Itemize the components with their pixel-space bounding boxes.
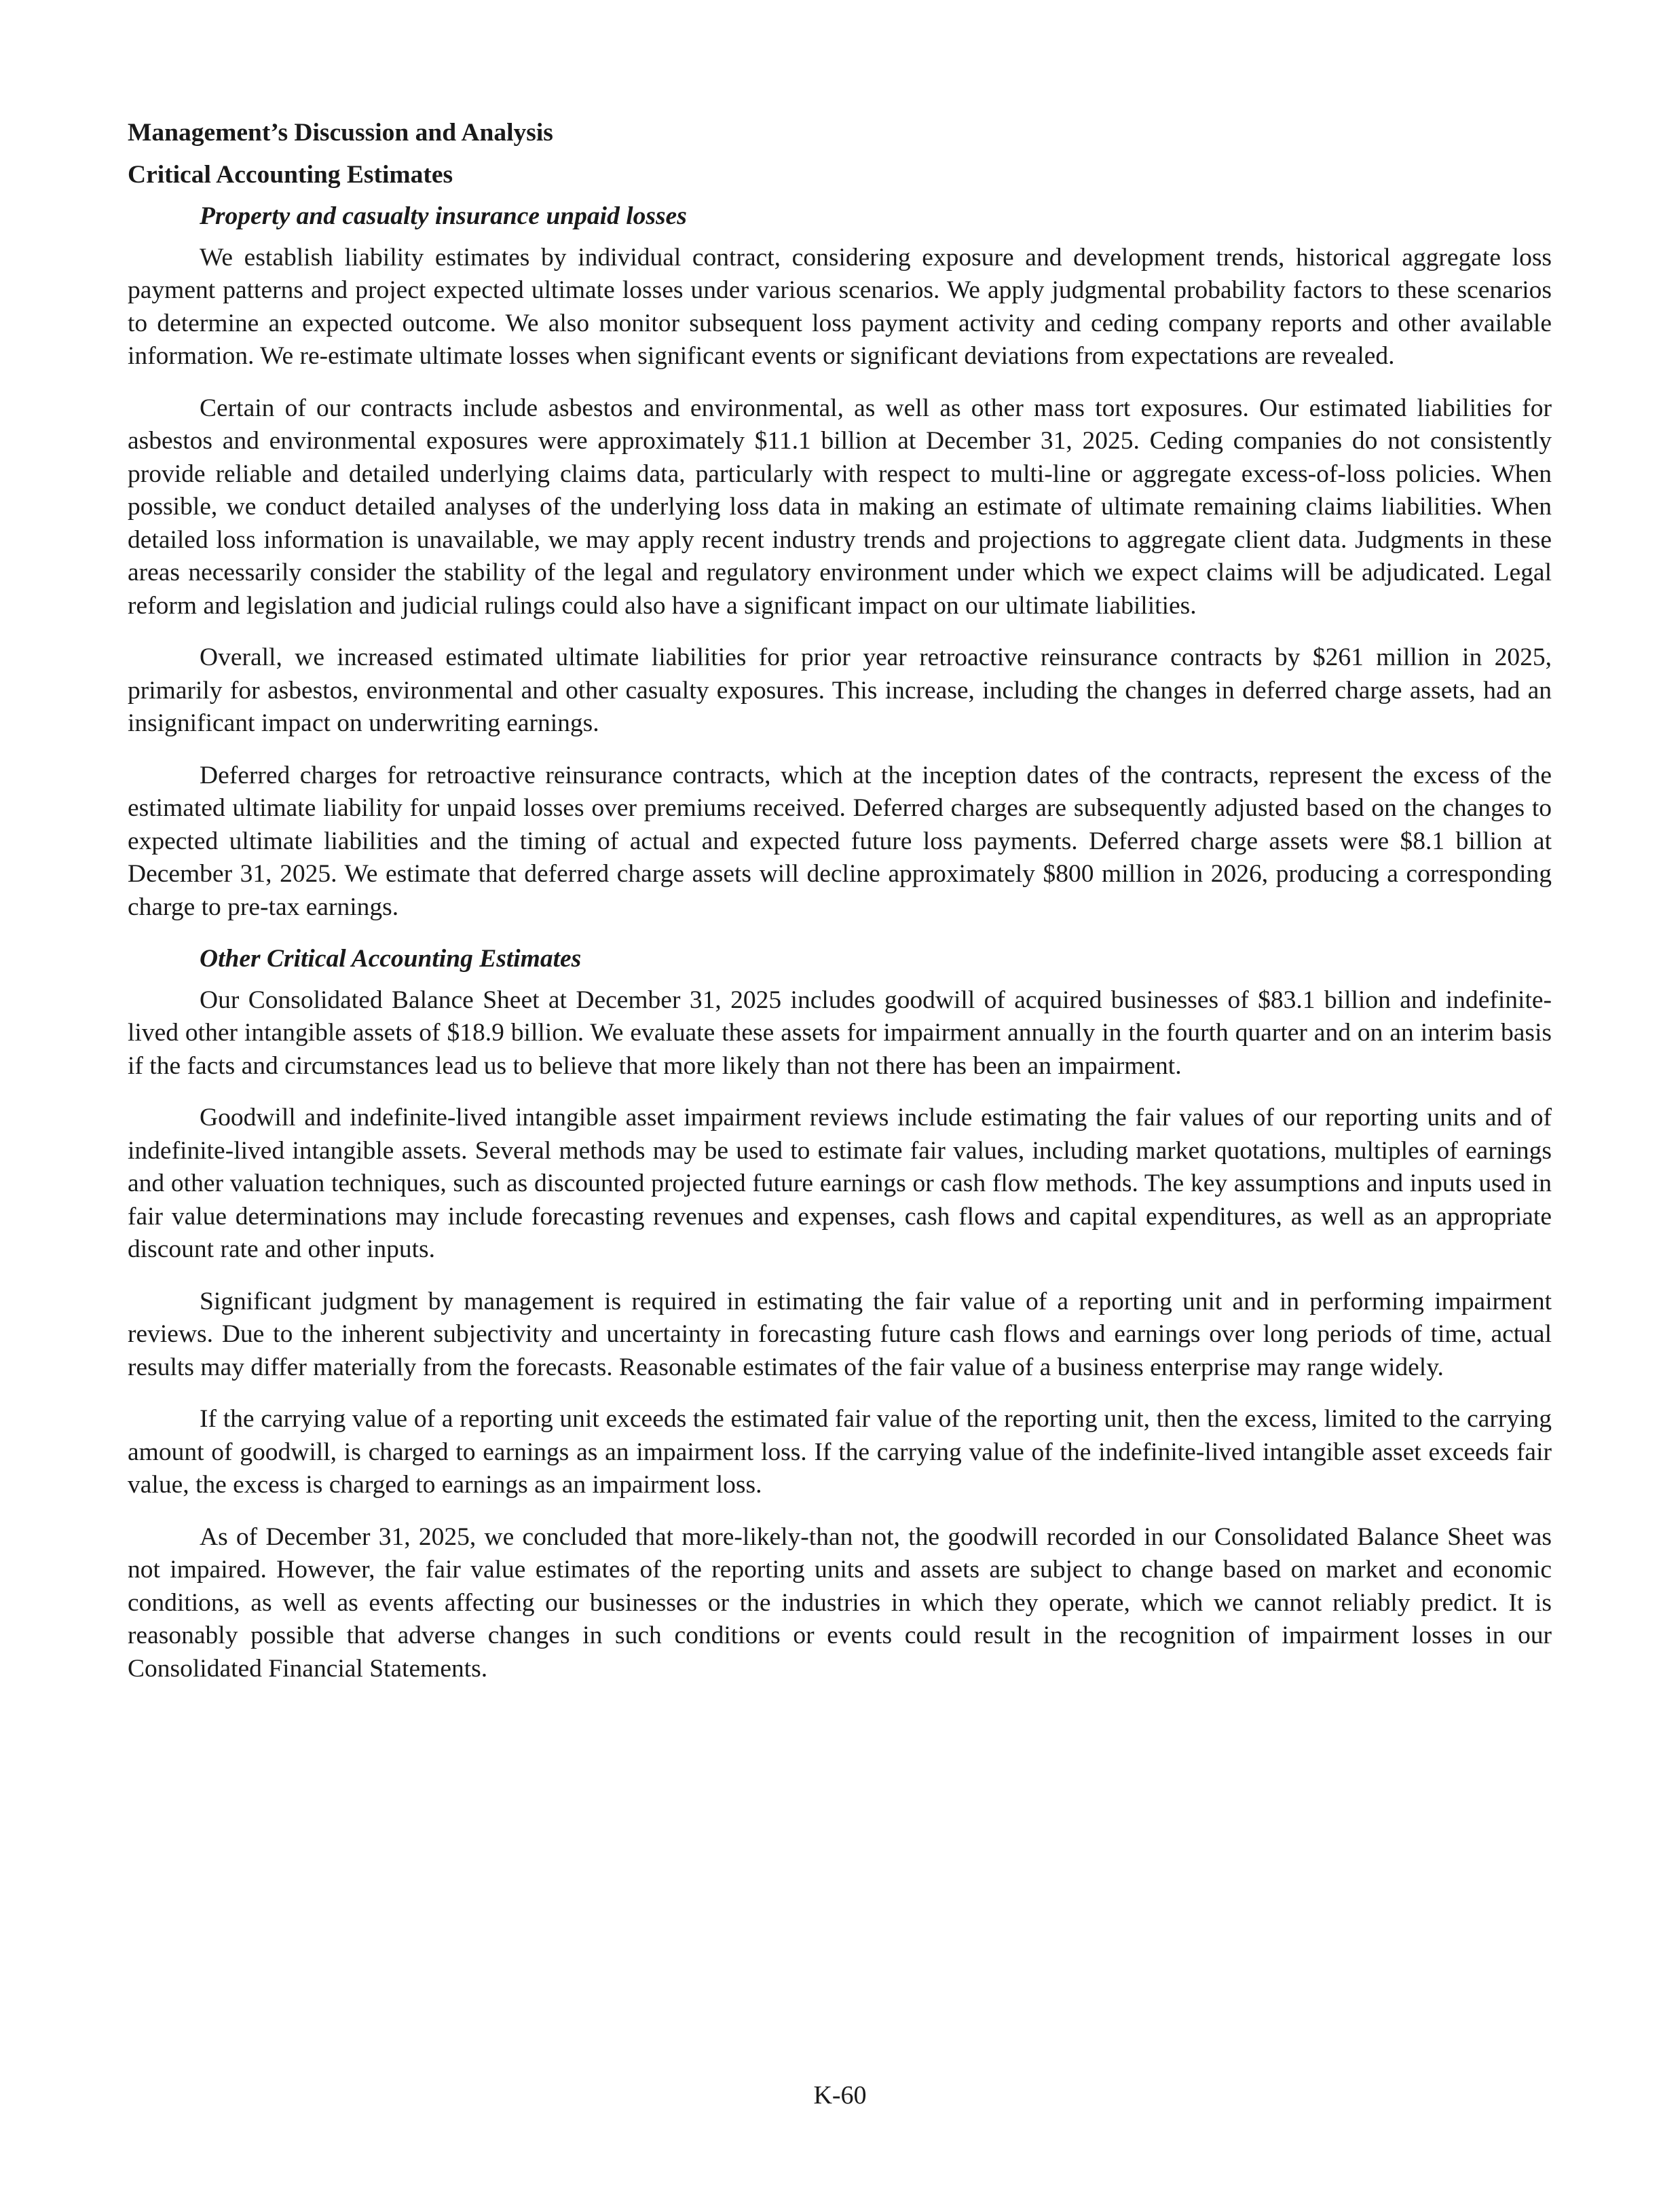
topic-title-other-estimates: Other Critical Accounting Estimates bbox=[200, 945, 582, 973]
paragraph: Our Consolidated Balance Sheet at December 31, 2025 includes goodwill of acquired businesses of $83.1 billion and indefinite-lived other intangible assets of $18.9 billion. We evaluate these assets for impairment annually in the fourth quarter and on an interim basis if the facts and circumstances lead us to believe that more likely than not there has been an impairment. bbox=[128, 986, 1552, 1080]
section-title: Management’s Discussion and Analysis bbox=[128, 119, 553, 147]
paragraph: Deferred charges for retroactive reinsurance contracts, which at the inception dates of the contracts, represent the excess of the estimated ultimate liability for unpaid losses over premiums received. Deferred charges are subsequently adjusted based on the changes to expected ultimate liabilities and the timing of actual and expected future loss payments. Deferred charge assets were $8.1 billion at December 31, 2025. We estimate that deferred charge assets will decline approximately $800 million in 2026, producing a corresponding charge to pre-tax earnings. bbox=[128, 761, 1552, 921]
paragraph: Overall, we increased estimated ultimate liabilities for prior year retroactive reinsurance contracts by $261 million in 2025, primarily for asbestos, environmental and other casualty exposures. This increase, including the changes in deferred charge assets, had an insignificant impact on underwriting earnings. bbox=[128, 643, 1552, 737]
topic-title-unpaid-losses: Property and casualty insurance unpaid losses bbox=[200, 202, 687, 230]
subsection-title: Critical Accounting Estimates bbox=[128, 160, 453, 189]
paragraph: Significant judgment by management is required in estimating the fair value of a reporting unit and in performing impairment reviews. Due to the inherent subjectivity and uncertainty in forecasting future cash flows and earnings over long periods of time, actual results may differ materially from the forecasts. Reasonable estimates of the fair value of a business enterprise may range widely. bbox=[128, 1287, 1552, 1381]
paragraph: If the carrying value of a reporting unit exceeds the estimated fair value of the reporting unit, then the excess, limited to the carrying amount of goodwill, is charged to earnings as an impairment loss. If the carrying value of the indefinite-lived intangible asset exceeds fair value, the excess is charged to earnings as an impairment loss. bbox=[128, 1405, 1552, 1499]
paragraph: As of December 31, 2025, we concluded that more-likely-than not, the goodwill recorded in our Consolidated Balance Sheet was not impaired. However, the fair value estimates of the reporting units and assets are subject to change based on market and economic conditions, as well as events affecting our businesses or the industries in which they operate, which we cannot reliably predict. It is reasonably possible that adverse changes in such conditions or events could result in the recognition of impairment losses in our Consolidated Financial Statements. bbox=[128, 1522, 1552, 1683]
document-page bbox=[128, 117, 1552, 1704]
paragraph: We establish liability estimates by individual contract, considering exposure and development trends, historical aggregate loss payment patterns and project expected ultimate losses under various scenarios. We apply judgmental probability factors to these scenarios to determine an expected outcome. We also monitor subsequent loss payment activity and ceding company reports and other available information. We re-estimate ultimate losses when significant events or significant deviations from expectations are revealed. bbox=[128, 243, 1552, 370]
paragraph: Goodwill and indefinite-lived intangible asset impairment reviews include estimating the fair values of our reporting units and of indefinite-lived intangible assets. Several methods may be used to estimate fair values, including market quotations, multiples of earnings and other valuation techniques, such as discounted projected future earnings or cash flow methods. The key assumptions and inputs used in fair value determinations may include forecasting revenues and expenses, cash flows and capital expenditures, as well as an appropriate discount rate and other inputs. bbox=[128, 1104, 1552, 1263]
page-number: K-60 bbox=[813, 2081, 867, 2110]
paragraph: Certain of our contracts include asbestos and environmental, as well as other mass tort exposures. Our estimated liabilities for asbestos and environmental exposures were approximately $11.1 billion at December 31, 2025. Ceding companies do not consistently provide reliable and detailed underlying claims data, particularly with respect to multi-line or aggregate excess-of-loss policies. When possible, we conduct detailed analyses of the underlying loss data in making an estimate of ultimate remaining claims liabilities. When detailed loss information is unavailable, we may apply recent industry trends and projections to aggregate client data. Judgments in these areas necessarily consider the stability of the legal and regulatory environment under which we expect claims will be adjudicated. Legal reform and legislation and judicial rulings could also have a significant impact on our ultimate liabilities. bbox=[128, 394, 1552, 620]
